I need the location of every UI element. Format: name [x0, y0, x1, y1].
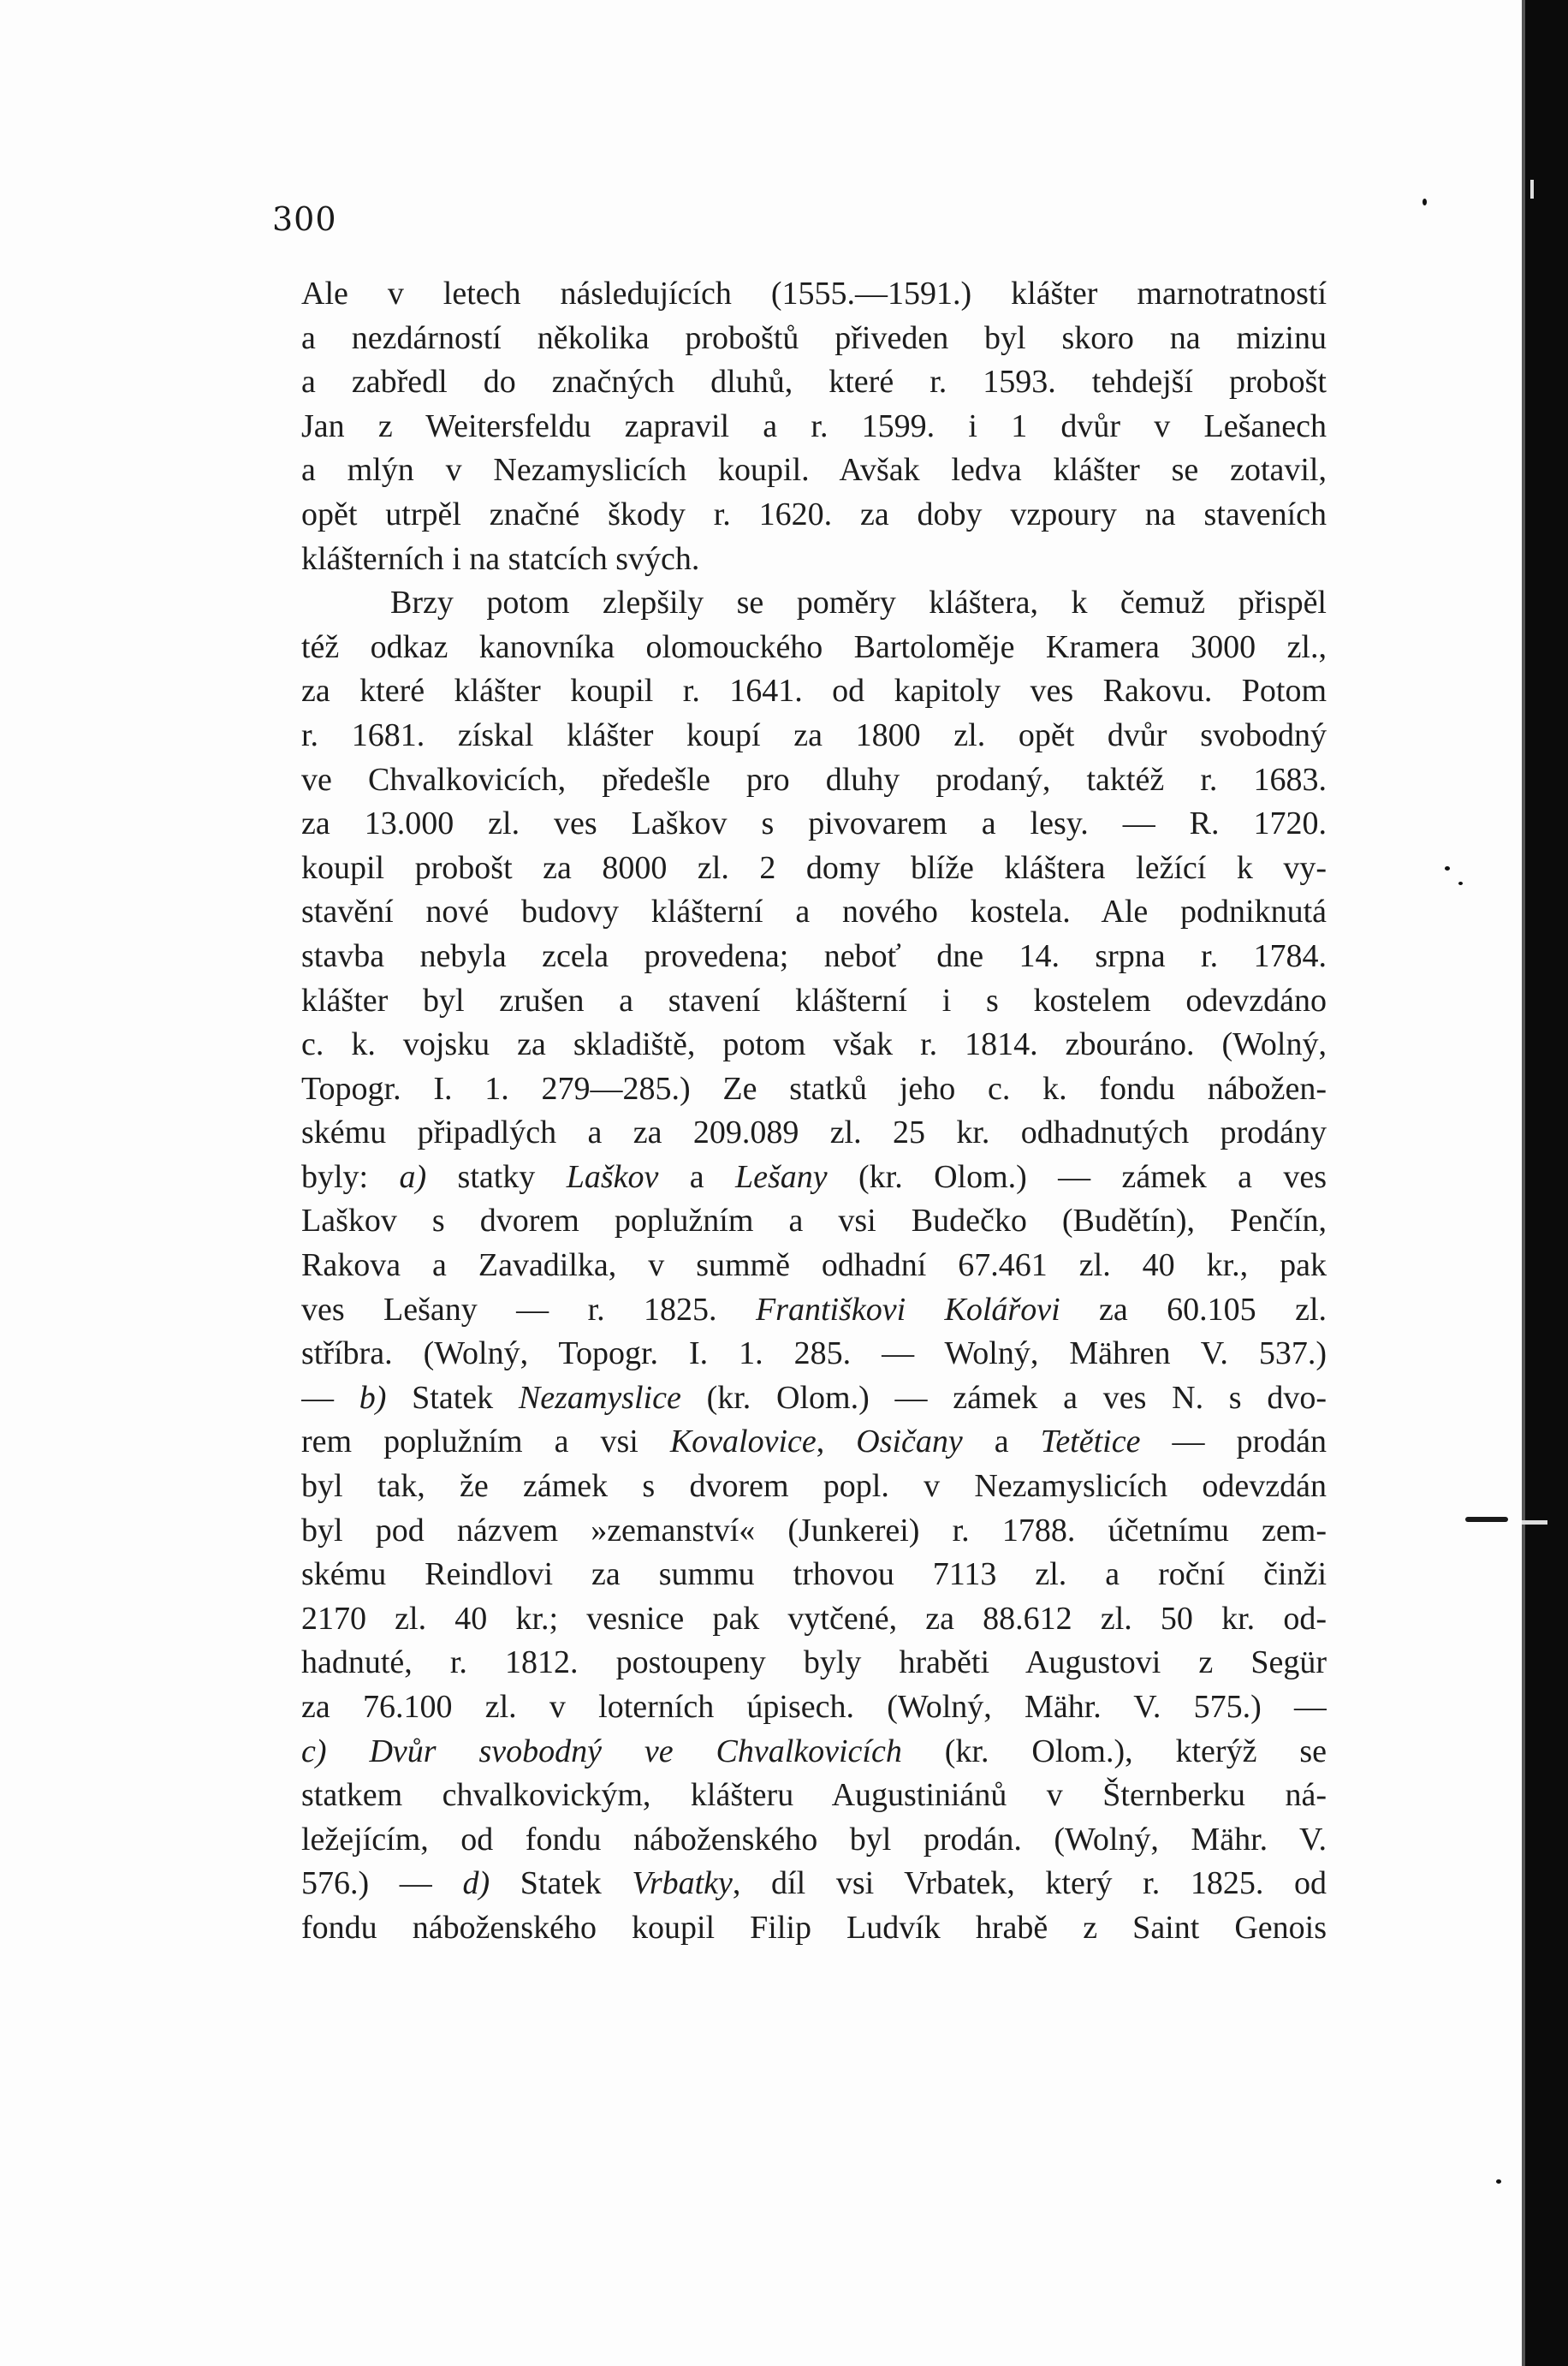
text-segment: Ale v letech následujících (1555.—1591.) klášter marnotratností [301, 276, 1327, 312]
text-line [301, 1553, 1327, 1597]
text-line [301, 405, 1327, 449]
scan-mark [1522, 1520, 1547, 1525]
text-line [301, 1906, 1327, 1951]
text-line [301, 1641, 1327, 1685]
italic-text: Františkovi Kolářovi [755, 1291, 1060, 1328]
text-line [301, 1685, 1327, 1730]
text-line [301, 449, 1327, 493]
italic-text: Lešany [734, 1158, 828, 1195]
italic-text: Dvůr svobodný ve Chvalkovicích [369, 1733, 902, 1769]
text-segment: a zabředl do značných dluhů, které r. 1593. tehdejší probošt [301, 364, 1327, 401]
text-line [301, 935, 1327, 979]
text-line [301, 581, 1327, 626]
italic-text: Osičany [856, 1424, 963, 1460]
italic-text: Vrbatky [632, 1865, 733, 1902]
text-segment: klášter byl zrušen a stavení klášterní i s kostelem odevzdáno [301, 982, 1327, 1019]
text-line [301, 1465, 1327, 1509]
scan-mark [1465, 1517, 1508, 1522]
text-line [301, 1597, 1327, 1642]
text-segment: byly: [301, 1158, 400, 1195]
text-line [301, 272, 1327, 317]
text-segment [327, 1733, 370, 1769]
text-segment: stavění nové budovy klášterní a nového kostela. Ale podniknutá [301, 894, 1327, 930]
text-segment: a mlýn v Nezamyslicích koupil. Avšak ledva klášter se zotavil, [301, 452, 1327, 489]
italic-text: Laškov [566, 1158, 659, 1195]
italic-text: c) [301, 1733, 327, 1769]
text-segment: Laškov s dvorem poplužním a vsi Budečko (Budětín), Penčín, [301, 1203, 1327, 1239]
text-line [301, 1420, 1327, 1465]
scan-speck [1496, 2179, 1501, 2184]
text-segment: statky [426, 1158, 567, 1195]
text-segment: (kr. Olom.) — zámek a ves [827, 1158, 1327, 1195]
text-segment: skému připadlých a za 209.089 zl. 25 kr. odhadnutých prodány [301, 1115, 1327, 1151]
italic-text: a) [399, 1158, 427, 1195]
text-line [301, 1862, 1327, 1906]
text-line [301, 1509, 1327, 1554]
text-line [301, 979, 1327, 1024]
text-segment: a [658, 1158, 735, 1195]
text-line [301, 626, 1327, 670]
text-segment: r. 1681. získal klášter koupí za 1800 zl. opět dvůr svobodný [301, 716, 1327, 753]
text-segment: skému Reindlovi za summu trhovou 7113 zl. a roční činži [301, 1556, 1327, 1593]
text-segment: za které klášter koupil r. 1641. od kapitoly ves Rakovu. Potom [301, 673, 1327, 710]
text-line [301, 360, 1327, 405]
text-line [301, 1376, 1327, 1421]
text-segment: Statek [490, 1865, 633, 1902]
text-segment: a [962, 1424, 1041, 1460]
text-segment: ve Chvalkovicích, předešle pro dluhy prodaný, taktéž r. 1683. [301, 761, 1327, 798]
text-segment: — prodán [1140, 1424, 1327, 1460]
italic-text: d) [462, 1865, 490, 1902]
text-segment: (kr. Olom.) — zámek a ves N. s dvo- [680, 1379, 1327, 1416]
scan-edge [1522, 0, 1568, 2366]
scan-mark [1522, 0, 1525, 2366]
text-segment: opět utrpěl značné škody r. 1620. za doby vzpoury na staveních [301, 496, 1327, 532]
text-line [301, 847, 1327, 891]
body-text [301, 272, 1327, 1951]
text-line [301, 714, 1327, 758]
scan-speck [1445, 866, 1450, 871]
text-segment: 576.) — [301, 1865, 463, 1902]
text-segment: za 76.100 zl. v loterních úpisech. (Wolný, Mähr. V. 575.) — [301, 1689, 1327, 1725]
italic-text: Tetětice [1040, 1424, 1141, 1460]
text-line [301, 538, 1327, 582]
page-number: 300 [272, 200, 337, 238]
text-segment: klášterních i na statcích svých. [301, 540, 700, 577]
text-line [301, 317, 1327, 361]
text-segment: byl tak, že zámek s dvorem popl. v Nezamyslicích odevzdán [301, 1468, 1327, 1505]
scan-speck [1458, 882, 1463, 885]
text-segment: stavba nebyla zcela provedena; neboť dne 14. srpna r. 1784. [301, 937, 1327, 974]
text-segment: za 60.105 zl. [1060, 1291, 1327, 1328]
text-segment: ves Lešany — r. 1825. [301, 1291, 756, 1328]
text-segment: statkem chvalkovickým, klášteru Augustiniánů v Šternberku ná- [301, 1777, 1327, 1814]
text-segment: hadnuté, r. 1812. postoupeny byly hraběti Augustovi z Segür [301, 1644, 1327, 1681]
text-line [301, 1288, 1327, 1333]
text-segment: a nezdárností několika proboštů přiveden byl skoro na mizinu [301, 319, 1327, 356]
text-segment: za 13.000 zl. ves Laškov s pivovarem a lesy. — R. 1720. [301, 806, 1327, 842]
text-line [301, 1818, 1327, 1863]
text-line [301, 1199, 1327, 1244]
text-line [301, 758, 1327, 803]
italic-text: Nezamyslice [518, 1379, 681, 1416]
text-segment: Jan z Weitersfeldu zapravil a r. 1599. i 1 dvůr v Lešanech [301, 407, 1327, 444]
text-segment: , díl vsi Vrbatek, který r. 1825. od [732, 1865, 1327, 1902]
text-segment: fondu náboženského koupil Filip Ludvík hrabě z Saint Genois [301, 1909, 1327, 1946]
text-segment: koupil probošt za 8000 zl. 2 domy blíže kláštera ležící k vy- [301, 849, 1327, 886]
scan-mark [1530, 180, 1534, 199]
text-segment: byl pod názvem »zemanství« (Junkerei) r. 1788. účetnímu zem- [301, 1512, 1327, 1549]
text-line [301, 669, 1327, 714]
text-line [301, 890, 1327, 935]
text-segment: též odkaz kanovníka olomouckého Bartoloměje Kramera 3000 zl., [301, 628, 1327, 665]
text-segment: (kr. Olom.), kterýž se [901, 1733, 1327, 1769]
text-line [301, 1244, 1327, 1288]
text-segment: Topogr. I. 1. 279—285.) Ze statků jeho c. k. fondu nábožen- [301, 1070, 1327, 1107]
italic-text: b) [359, 1379, 387, 1416]
text-segment: 2170 zl. 40 kr.; vesnice pak vytčené, za 88.612 zl. 50 kr. od- [301, 1600, 1327, 1637]
scan-speck [1422, 199, 1427, 205]
text-segment: — [301, 1379, 359, 1416]
text-segment: rem poplužním a vsi [301, 1424, 670, 1460]
text-segment: c. k. vojsku za skladiště, potom však r. 1814. zbouráno. (Wolný, [301, 1026, 1327, 1063]
text-line [301, 1730, 1327, 1774]
text-line [301, 1332, 1327, 1376]
text-line [301, 493, 1327, 538]
text-segment: stříbra. (Wolný, Topogr. I. 1. 285. — Wolný, Mähren V. 537.) [301, 1335, 1327, 1372]
text-line [301, 802, 1327, 847]
text-line [301, 1067, 1327, 1112]
text-line [301, 1023, 1327, 1067]
text-line [301, 1774, 1327, 1818]
text-line [301, 1111, 1327, 1156]
text-line [301, 1156, 1327, 1200]
text-segment: Brzy potom zlepšily se poměry kláštera, k čemuž přispěl [390, 585, 1327, 621]
text-segment: , [816, 1424, 857, 1460]
text-segment: Rakova a Zavadilka, v summě odhadní 67.461 zl. 40 kr., pak [301, 1247, 1327, 1284]
text-segment: ležejícím, od fondu náboženského byl prodán. (Wolný, Mähr. V. [301, 1821, 1327, 1858]
text-segment: Statek [386, 1379, 519, 1416]
italic-text: Kovalovice [669, 1424, 817, 1460]
